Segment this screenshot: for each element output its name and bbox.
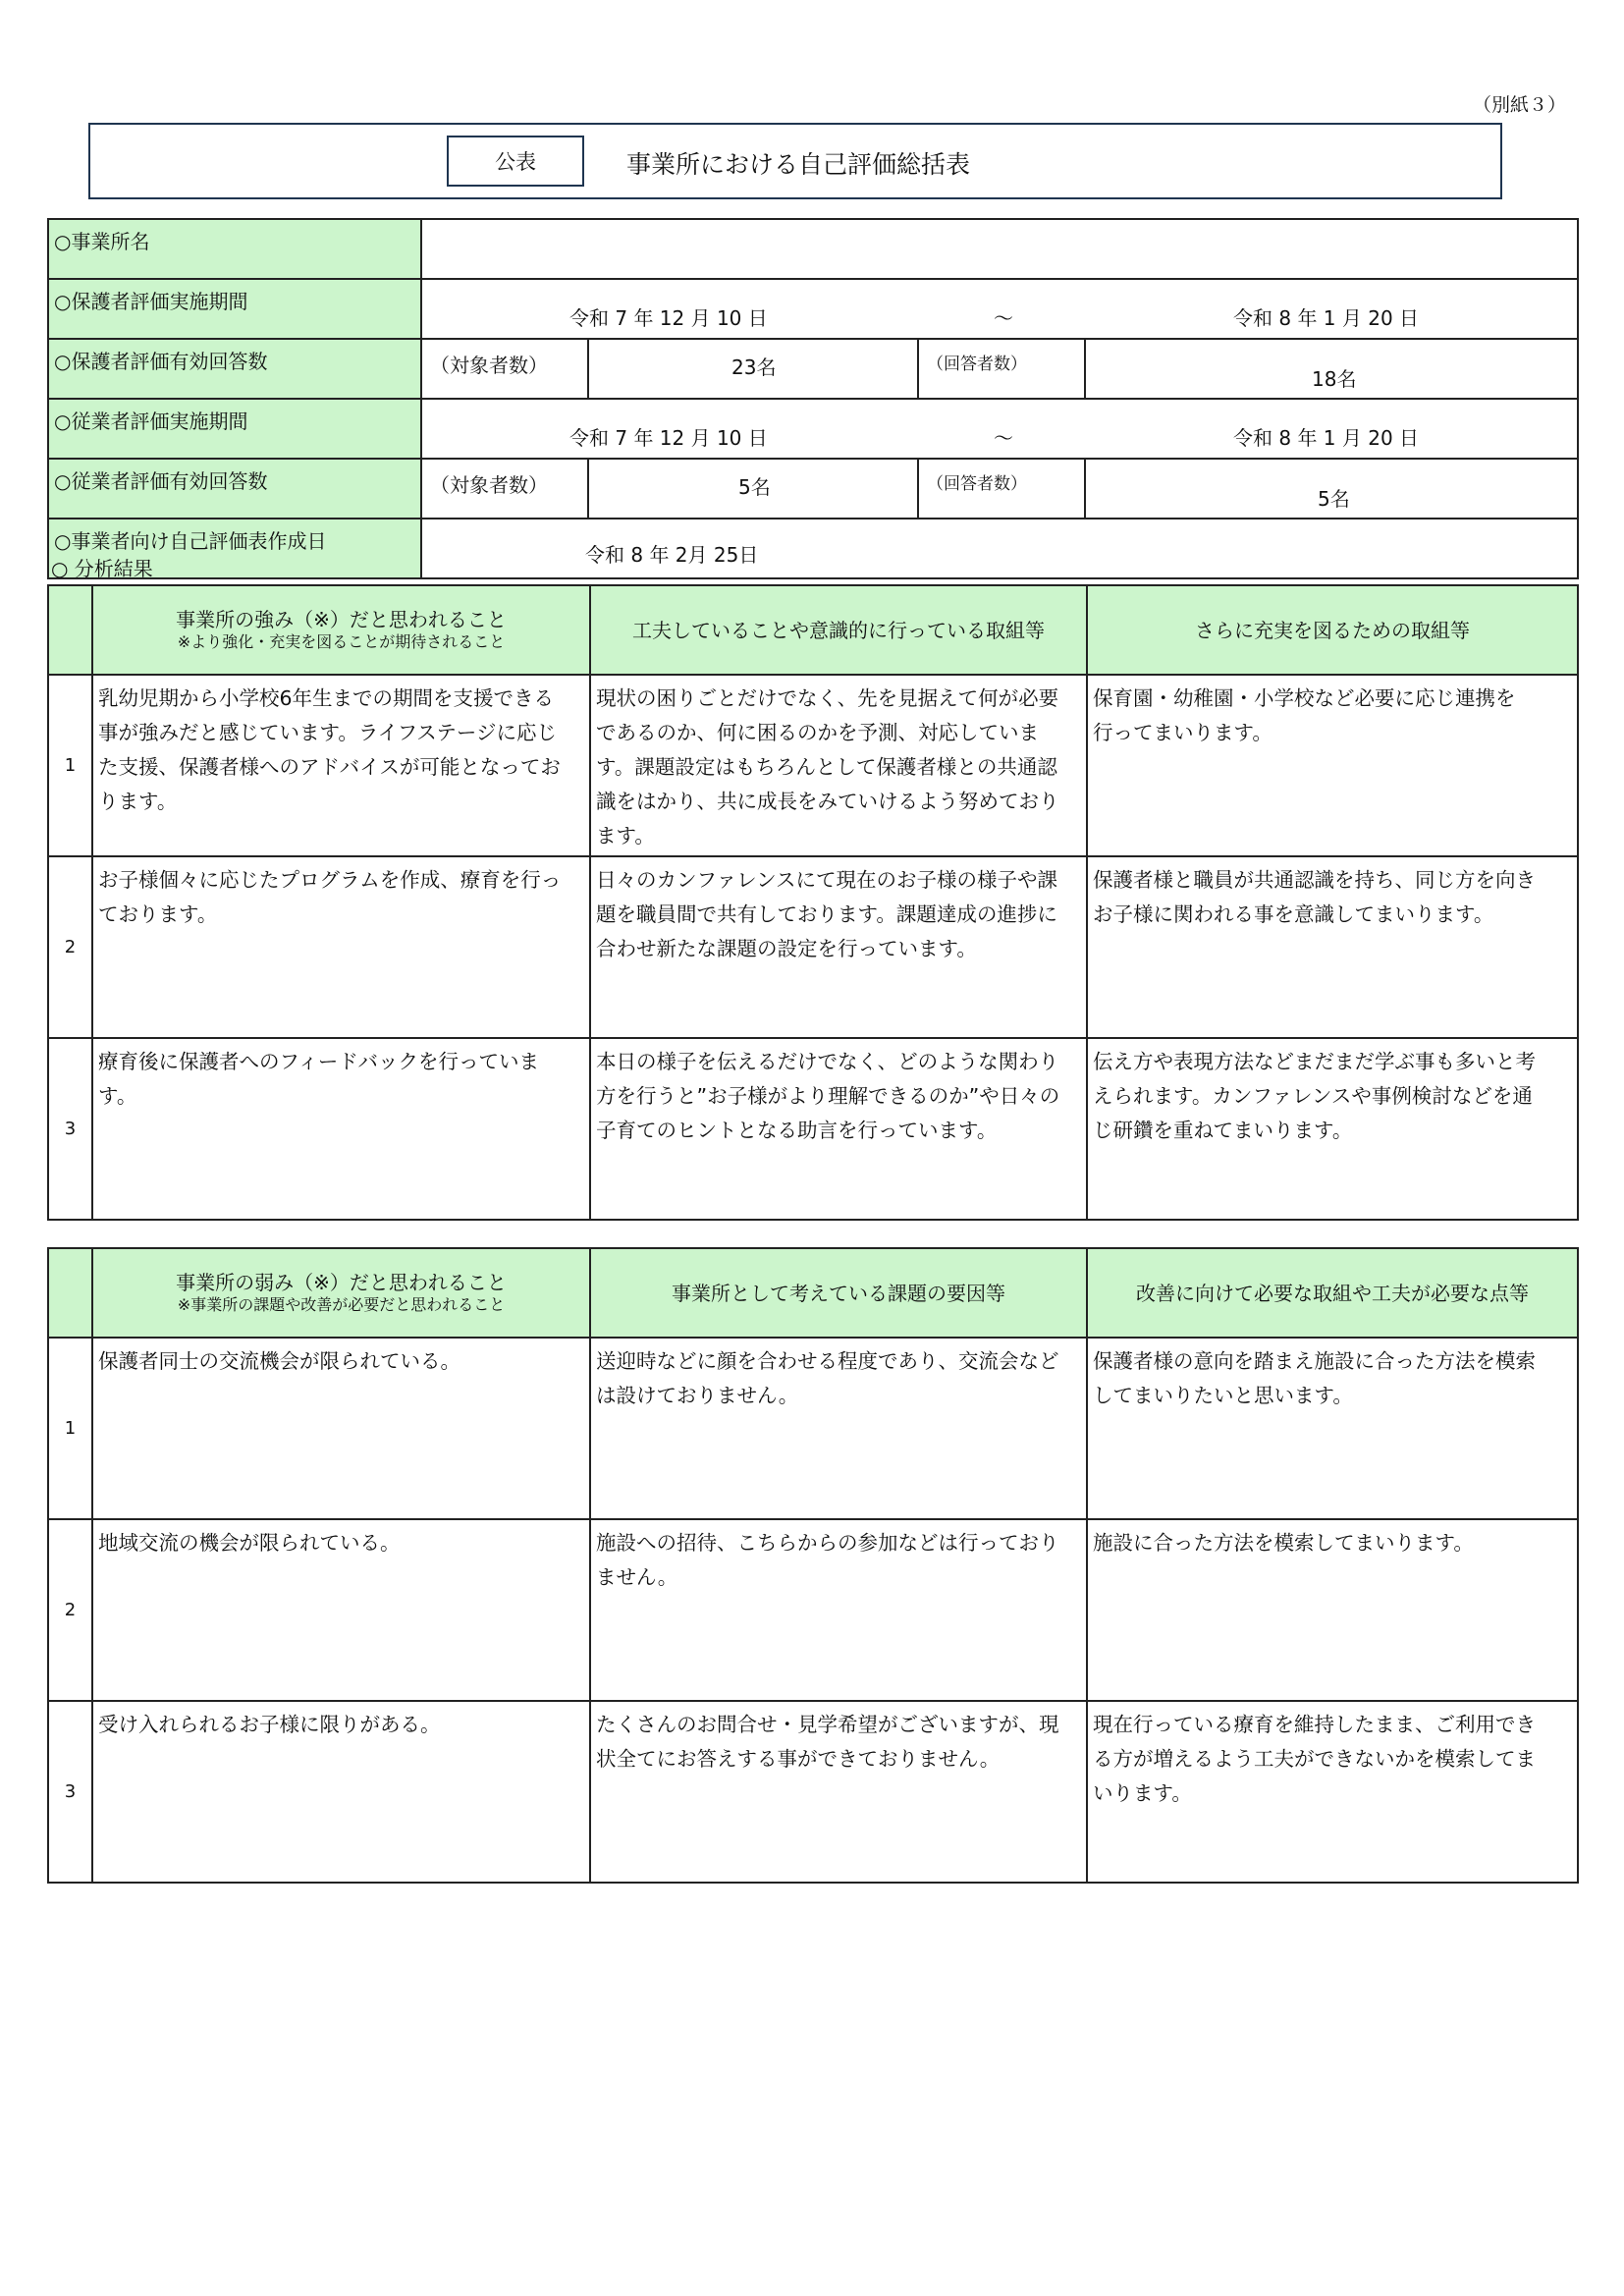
header-strength-note: ※より強化・充実を図ることが期待されること — [177, 632, 506, 652]
cell-text-line: 現在行っている療育を維持したまま、ご利用でき — [1093, 1713, 1536, 1736]
cell-text-line: 事が強みだと感じています。ライフステージに応じ — [98, 721, 557, 744]
table-row — [48, 1338, 1578, 1519]
row-number: 2 — [48, 1519, 92, 1701]
row-number: 2 — [48, 856, 92, 1038]
cell-text-line: 合わせ新たな課題の設定を行っています。 — [596, 937, 977, 960]
cell-text-line: た支援、保護者様へのアドバイスが可能となってお — [98, 755, 561, 779]
guardian-period-start: 令和 7 年 12 月 10 日 — [569, 306, 768, 330]
created-date-row — [48, 519, 1578, 578]
created-date-label: ○事業者向け自己評価表作成日 — [48, 519, 421, 578]
cell-text-line: 保育園・幼稚園・小学校など必要に応じ連携を — [1093, 686, 1516, 710]
header-enhancement-cell — [1087, 585, 1578, 675]
cell-text-line: 乳幼児期から小学校6年生までの期間を支援できる — [98, 686, 555, 710]
row-col1-cell — [92, 1038, 590, 1220]
header-causes-cell — [590, 1248, 1087, 1338]
row-col3-cell — [1087, 1038, 1578, 1220]
header-number-cell — [48, 585, 92, 675]
staff-target-value: 5名 — [738, 475, 771, 499]
guardian-target-label: （対象者数） — [430, 354, 548, 377]
header-improvement-title: 改善に向けて必要な取組や工夫が必要な点等 — [1136, 1281, 1529, 1305]
cell-text-line: 日々のカンファレンスにて現在のお子様の様子や課 — [596, 868, 1057, 892]
cell-text-line: えられます。カンファレンスや事例検討などを通 — [1093, 1084, 1533, 1108]
header-weakness-cell — [92, 1248, 590, 1338]
facility-info-table — [47, 218, 1579, 579]
guardian-responses-row — [48, 339, 1578, 399]
guardian-answered-label: （回答者数） — [927, 355, 1027, 374]
row-col2-cell — [590, 1701, 1087, 1883]
cell-text-line: ております。 — [98, 902, 218, 926]
cell-text-line: 保護者様の意向を踏まえ施設に合った方法を模索 — [1093, 1349, 1536, 1373]
cell-text-line: ります。 — [98, 790, 178, 813]
row-col1-cell — [92, 675, 590, 856]
cell-text-line: は設けておりません。 — [596, 1384, 799, 1407]
cell-text-line: 施設への招待、こちらからの参加などは行っており — [596, 1531, 1059, 1555]
row-col2-cell — [590, 675, 1087, 856]
cell-text-line: 地域交流の機会が限られている。 — [98, 1531, 401, 1555]
table-row — [48, 1519, 1578, 1701]
guardian-period-separator: ～ — [994, 306, 1013, 330]
staff-responses-row — [48, 459, 1578, 519]
header-weakness-note: ※事業所の課題や改善が必要だと思われること — [177, 1295, 506, 1315]
cell-text-line: 識をはかり、共に成長をみていけるよう努めており — [596, 790, 1059, 813]
header-efforts-cell — [590, 585, 1087, 675]
row-col2-cell — [590, 856, 1087, 1038]
staff-period-separator: ～ — [994, 426, 1013, 450]
row-col1-cell — [92, 1701, 590, 1883]
cell-text-line: 受け入れられるお子様に限りがある。 — [98, 1713, 441, 1736]
row-number: 1 — [48, 1338, 92, 1519]
guardian-target-value-cell — [588, 339, 918, 399]
cell-text-line: 伝え方や表現方法などまだまだ学ぶ事も多いと考 — [1093, 1050, 1536, 1073]
guardian-period-end: 令和 8 年 1 月 20 日 — [1233, 306, 1420, 330]
row-col3-cell — [1087, 856, 1578, 1038]
cell-text-line: 行ってまいります。 — [1093, 721, 1272, 744]
strengths-table — [47, 584, 1579, 1221]
row-number: 1 — [48, 675, 92, 856]
staff-target-label: （対象者数） — [430, 473, 548, 497]
guardian-responses-label: ○保護者評価有効回答数 — [48, 339, 421, 399]
table-row — [48, 1701, 1578, 1883]
row-col2-cell — [590, 1038, 1087, 1220]
weaknesses-table — [47, 1247, 1579, 1884]
row-number: 3 — [48, 1038, 92, 1220]
cell-text-line: ません。 — [596, 1565, 678, 1589]
cell-text-line: 題を職員間で共有しております。課題達成の進捗に — [596, 902, 1057, 926]
document-title: 事業所における自己評価総括表 — [626, 150, 971, 179]
staff-answered-label: （回答者数） — [927, 474, 1027, 494]
header-number-cell — [48, 1248, 92, 1338]
guardian-period-row — [48, 279, 1578, 339]
publication-label: 公表 — [447, 136, 584, 187]
header-causes-title: 事業所として考えている課題の要因等 — [672, 1281, 1005, 1305]
facility-name-label: ○事業所名 — [48, 219, 421, 279]
cell-text-line: してまいりたいと思います。 — [1093, 1384, 1353, 1407]
row-col3-cell — [1087, 1519, 1578, 1701]
row-col1-cell — [92, 856, 590, 1038]
cell-text-line: ます。 — [596, 824, 655, 847]
staff-target-value-cell — [588, 459, 918, 519]
cell-text-line: であるのか、何に困るのかを予測、対応していま — [596, 721, 1039, 744]
cell-text-line: お子様に関われる事を意識してまいります。 — [1093, 902, 1494, 926]
cell-text-line: 療育後に保護者へのフィードバックを行っていま — [98, 1050, 539, 1073]
row-number: 3 — [48, 1701, 92, 1883]
strengths-header-row — [48, 585, 1578, 675]
guardian-answered-value: 18名 — [1312, 367, 1357, 391]
facility-name-row — [48, 219, 1578, 279]
cell-text-line: 送迎時などに顔を合わせる程度であり、交流会など — [596, 1349, 1059, 1373]
staff-answered-value-cell — [1085, 459, 1578, 519]
row-col2-cell — [590, 1338, 1087, 1519]
staff-period-start: 令和 7 年 12 月 10 日 — [569, 426, 768, 450]
guardian-answered-label-cell — [918, 339, 1085, 399]
cell-text-line: 現状の困りごとだけでなく、先を見据えて何が必要 — [596, 686, 1059, 710]
cell-text-line: 保護者様と職員が共通認識を持ち、同じ方を向き — [1093, 868, 1536, 892]
staff-period-end: 令和 8 年 1 月 20 日 — [1233, 426, 1420, 450]
annex-label: （別紙３） — [1473, 94, 1567, 116]
staff-answered-label-cell — [918, 459, 1085, 519]
created-date-value-cell — [421, 519, 1578, 578]
staff-answered-value: 5名 — [1318, 487, 1350, 511]
header-improvement-cell — [1087, 1248, 1578, 1338]
created-date-value: 令和 8 年 2月 25日 — [585, 543, 759, 567]
guardian-period-label: ○保護者評価実施期間 — [48, 279, 421, 339]
cell-text-line: じ研鑽を重ねてまいります。 — [1093, 1119, 1353, 1142]
row-col2-cell — [590, 1519, 1087, 1701]
row-col3-cell — [1087, 1701, 1578, 1883]
row-col1-cell — [92, 1338, 590, 1519]
cell-text-line: たくさんのお問合せ・見学希望がございますが、現 — [596, 1713, 1059, 1736]
cell-text-line: る方が増えるよう工夫ができないかを模索してま — [1093, 1747, 1536, 1771]
staff-period-label: ○従業者評価実施期間 — [48, 399, 421, 459]
analysis-heading: ○ 分析結果 — [51, 557, 153, 580]
header-strength-title: 事業所の強み（※）だと思われること — [176, 608, 507, 632]
cell-text-line: 状全てにお答えする事ができておりません。 — [596, 1747, 1001, 1771]
row-col3-cell — [1087, 675, 1578, 856]
cell-text-line: す。課題設定はもちろんとして保護者様との共通認 — [596, 755, 1057, 779]
cell-text-line: 本日の様子を伝えるだけでなく、どのような関わり — [596, 1050, 1059, 1073]
facility-name-value — [421, 219, 1578, 279]
row-col3-cell — [1087, 1338, 1578, 1519]
header-weakness-title: 事業所の弱み（※）だと思われること — [176, 1271, 507, 1295]
header-strength-cell — [92, 585, 590, 675]
weaknesses-header-row — [48, 1248, 1578, 1338]
guardian-answered-value-cell — [1085, 339, 1578, 399]
cell-text-line: 子育てのヒントとなる助言を行っています。 — [596, 1119, 998, 1142]
staff-period-row — [48, 399, 1578, 459]
guardian-target-label-cell — [421, 339, 588, 399]
staff-responses-label: ○従業者評価有効回答数 — [48, 459, 421, 519]
staff-period-value — [421, 399, 1578, 459]
staff-target-label-cell — [421, 459, 588, 519]
cell-text-line: 保護者同士の交流機会が限られている。 — [98, 1349, 460, 1373]
cell-text-line: いります。 — [1093, 1781, 1192, 1805]
cell-text-line: お子様個々に応じたプログラムを作成、療育を行っ — [98, 868, 562, 892]
table-row — [48, 675, 1578, 856]
cell-text-line: 施設に合った方法を模索してまいります。 — [1093, 1531, 1474, 1555]
header-efforts-title: 工夫していることや意識的に行っている取組等 — [632, 618, 1045, 642]
guardian-target-value: 23名 — [731, 355, 777, 379]
cell-text-line: 方を行うと”お子様がより理解できるのか”や日々の — [596, 1084, 1060, 1108]
guardian-period-value — [421, 279, 1578, 339]
header-enhancement-title: さらに充実を図るための取組等 — [1195, 618, 1470, 642]
table-row — [48, 1038, 1578, 1220]
row-col1-cell — [92, 1519, 590, 1701]
table-row — [48, 856, 1578, 1038]
cell-text-line: す。 — [98, 1084, 137, 1108]
